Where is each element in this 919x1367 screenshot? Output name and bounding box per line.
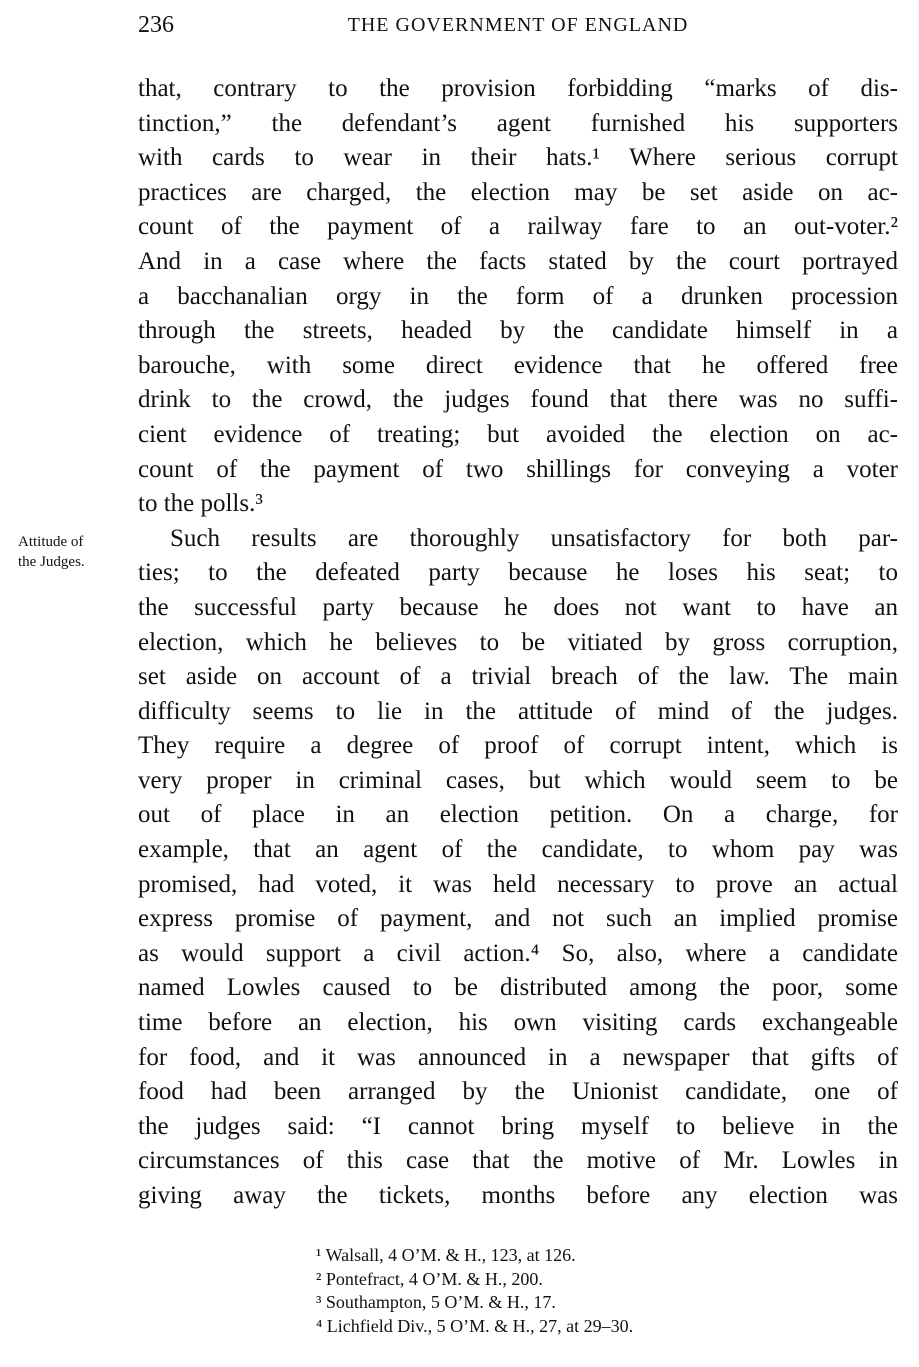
- text-line: as would support a civil action.⁴ So, also, where a candidate: [138, 939, 898, 967]
- text-line: out of place in an election petition. On a charge, for: [138, 801, 898, 829]
- text-line: cient evidence of treating; but avoided the election on ac-: [138, 420, 898, 448]
- text-line: And in a case where the facts stated by the court portrayed: [138, 247, 898, 275]
- text-line: difficulty seems to lie in the attitude of mind of the judges.: [138, 697, 898, 725]
- text-line: for food, and it was announced in a newspaper that gifts of: [138, 1043, 898, 1071]
- footnote: ² Pontefract, 4 O’M. & H., 200.: [316, 1268, 543, 1289]
- text-line: election, which he believes to be vitiated by gross corruption,: [138, 628, 898, 656]
- text-line: named Lowles caused to be distributed among the poor, some: [138, 974, 898, 1002]
- margin-note-line: the Judges.: [18, 554, 85, 570]
- text-line: promised, had voted, it was held necessary to prove an actual: [138, 870, 898, 898]
- text-line: circumstances of this case that the motive of Mr. Lowles in: [138, 1147, 898, 1175]
- text-line: count of the payment of two shillings for conveying a voter: [138, 455, 898, 483]
- text-line: time before an election, his own visiting cards exchangeable: [138, 1009, 898, 1037]
- text-line: practices are charged, the election may be set aside on ac-: [138, 178, 898, 206]
- running-title: THE GOVERNMENT OF ENGLAND: [347, 14, 689, 36]
- text-line: set aside on account of a trivial breach of the law. The main: [138, 663, 898, 691]
- text-line: They require a degree of proof of corrupt intent, which is: [138, 732, 898, 760]
- text-line: food had been arranged by the Unionist candidate, one of: [138, 1078, 898, 1106]
- text-line: a bacchanalian orgy in the form of a drunken procession: [138, 282, 898, 310]
- page-number: 236: [138, 12, 174, 38]
- text-line: drink to the crowd, the judges found that there was no suffi-: [138, 386, 898, 414]
- text-line: the judges said: “I cannot bring myself to believe in the: [138, 1112, 898, 1140]
- text-line: with cards to wear in their hats.¹ Where serious corrupt: [138, 144, 898, 172]
- text-line: barouche, with some direct evidence that he offered free: [138, 351, 898, 379]
- footnote: ⁴ Lichfield Div., 5 O’M. & H., 27, at 29–30.: [316, 1315, 634, 1336]
- text-line: tinction,” the defendant’s agent furnished his supporters: [138, 109, 898, 137]
- footnotes: [316, 1244, 876, 1338]
- text-line: express promise of payment, and not such an implied promise: [138, 905, 898, 933]
- text-line: Such results are thoroughly unsatisfactory for both par-: [170, 524, 898, 552]
- text-line: through the streets, headed by the candidate himself in a: [138, 317, 898, 345]
- footnote: ¹ Walsall, 4 O’M. & H., 123, at 126.: [316, 1245, 576, 1265]
- text-line: giving away the tickets, months before any election was: [138, 1182, 898, 1209]
- text-line: ties; to the defeated party because he loses his seat; to: [138, 559, 898, 587]
- text-line: the successful party because he does not want to have an: [138, 593, 898, 621]
- text-line: that, contrary to the provision forbidding “marks of dis-: [138, 75, 898, 102]
- margin-note: [18, 532, 130, 572]
- margin-note-line: Attitude of: [18, 534, 84, 550]
- text-line: example, that an agent of the candidate, to whom pay was: [138, 836, 898, 864]
- text-line: to the polls.³: [138, 490, 263, 518]
- body-text: [138, 72, 898, 1214]
- running-head: [138, 8, 898, 42]
- text-line: very proper in criminal cases, but which would seem to be: [138, 766, 898, 794]
- footnote: ³ Southampton, 5 O’M. & H., 17.: [316, 1292, 556, 1312]
- text-line: count of the payment of a railway fare to an out-voter.²: [138, 213, 898, 241]
